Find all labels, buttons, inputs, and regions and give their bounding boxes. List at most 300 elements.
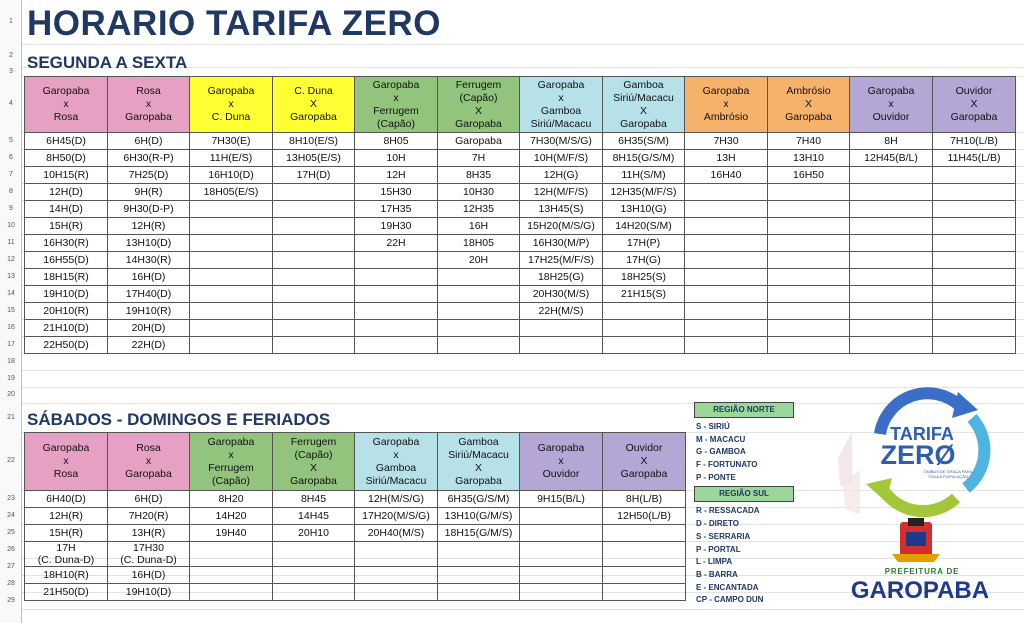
departure-time-cell <box>850 303 933 320</box>
row-number: 7 <box>9 170 13 178</box>
departure-time-cell: 10H <box>355 150 438 167</box>
route-header: Rosa x Garopaba <box>108 433 190 491</box>
gridline <box>22 44 1024 45</box>
departure-time-cell: 18H10(R) <box>25 567 108 584</box>
route-header: Garopaba x Ferrugem (Capão) <box>355 77 438 133</box>
departure-time-cell: 18H25(S) <box>603 269 685 286</box>
departure-time-cell <box>850 184 933 201</box>
departure-time-cell: 12H(D) <box>25 184 108 201</box>
departure-time-cell <box>850 218 933 235</box>
route-header: Garopaba x Ferrugem (Capão) <box>190 433 273 491</box>
departure-time-cell <box>520 567 603 584</box>
departure-time-cell: 6H(D) <box>108 491 190 508</box>
departure-time-cell: 17H35 <box>355 201 438 218</box>
row-number: 23 <box>7 494 15 502</box>
departure-time-cell <box>768 303 850 320</box>
south-region-title: REGIÃO SUL <box>694 486 794 502</box>
departure-time-cell: 13H10(D) <box>108 235 190 252</box>
route-header: Garopaba x C. Duna <box>190 77 273 133</box>
row-number: 15 <box>7 306 15 314</box>
schedule-row <box>25 320 1016 337</box>
departure-time-cell <box>768 286 850 303</box>
departure-time-cell <box>355 303 438 320</box>
departure-time-cell: 17H40(D) <box>108 286 190 303</box>
departure-time-cell: 11H45(L/B) <box>933 150 1016 167</box>
departure-time-cell <box>273 252 355 269</box>
schedule-row <box>25 584 686 601</box>
south-region-item: P - PORTAL <box>696 544 741 554</box>
row-number: 20 <box>7 391 15 398</box>
departure-time-cell: 6H40(D) <box>25 491 108 508</box>
departure-time-cell: 15H30 <box>355 184 438 201</box>
departure-time-cell: 16H50 <box>768 167 850 184</box>
row-number: 18 <box>7 357 15 365</box>
north-region-title: REGIÃO NORTE <box>694 402 794 418</box>
departure-time-cell <box>768 201 850 218</box>
departure-time-cell: 20H10(R) <box>25 303 108 320</box>
route-header: Ferrugem (Capão) X Garopaba <box>273 433 355 491</box>
schedule-row <box>25 201 1016 218</box>
departure-time-cell: 8H(L/B) <box>603 491 686 508</box>
departure-time-cell: 18H15(R) <box>25 269 108 286</box>
departure-time-cell <box>190 201 273 218</box>
departure-time-cell: 7H30 <box>685 133 768 150</box>
departure-time-cell <box>190 303 273 320</box>
departure-time-cell <box>850 269 933 286</box>
departure-time-cell: 18H15(G/M/S) <box>438 525 520 542</box>
departure-time-cell: 20H <box>438 252 520 269</box>
departure-time-cell <box>438 567 520 584</box>
departure-time-cell <box>933 235 1016 252</box>
departure-time-cell: 12H35 <box>438 201 520 218</box>
schedule-row <box>25 218 1016 235</box>
departure-time-cell <box>685 337 768 354</box>
departure-time-cell: 12H(R) <box>25 508 108 525</box>
logo-slogan-1: ÔNIBUS DE GRAÇA PARA <box>923 469 973 474</box>
departure-time-cell <box>520 337 603 354</box>
departure-time-cell <box>933 269 1016 286</box>
row-number: 11 <box>7 238 15 246</box>
departure-time-cell: 18H05(E/S) <box>190 184 273 201</box>
departure-time-cell: 9H(R) <box>108 184 190 201</box>
departure-time-cell <box>933 286 1016 303</box>
departure-time-cell: 6H30(R-P) <box>108 150 190 167</box>
row-number: 8 <box>9 187 13 195</box>
north-region-item: G - GAMBOA <box>696 447 746 457</box>
departure-time-cell: 7H20(R) <box>108 508 190 525</box>
departure-time-cell: 19H10(D) <box>108 584 190 601</box>
departure-time-cell: 11H(E/S) <box>190 150 273 167</box>
route-header: Ouvidor X Garopaba <box>603 433 686 491</box>
departure-time-cell <box>438 286 520 303</box>
departure-time-cell <box>768 252 850 269</box>
departure-time-cell: 12H50(L/B) <box>603 508 686 525</box>
south-region-item: R - RESSACADA <box>696 506 760 516</box>
route-header: Gamboa Siriú/Macacu X Garopaba <box>438 433 520 491</box>
schedule-row <box>25 252 1016 269</box>
departure-time-cell <box>603 320 685 337</box>
south-region-item: CP - CAMPO DUN <box>696 595 764 605</box>
departure-time-cell: 14H(D) <box>25 201 108 218</box>
departure-time-cell: 7H30(E) <box>190 133 273 150</box>
departure-time-cell <box>355 567 438 584</box>
departure-time-cell <box>438 584 520 601</box>
departure-time-cell: 14H30(R) <box>108 252 190 269</box>
row-number: 2 <box>9 51 13 59</box>
row-number: 27 <box>7 562 15 570</box>
departure-time-cell: 22H(D) <box>108 337 190 354</box>
departure-time-cell <box>685 286 768 303</box>
departure-time-cell <box>520 542 603 567</box>
region-legend <box>694 402 798 607</box>
schedule-row <box>25 567 686 584</box>
departure-time-cell: 16H30(R) <box>25 235 108 252</box>
departure-time-cell: 11H(S/M) <box>603 167 685 184</box>
departure-time-cell: 8H20 <box>190 491 273 508</box>
departure-time-cell: 15H20(M/S/G) <box>520 218 603 235</box>
departure-time-cell <box>685 269 768 286</box>
departure-time-cell <box>768 337 850 354</box>
departure-time-cell: 20H(D) <box>108 320 190 337</box>
departure-time-cell: 16H55(D) <box>25 252 108 269</box>
row-number: 5 <box>9 136 13 144</box>
row-number: 14 <box>7 289 15 297</box>
row-number: 22 <box>7 457 15 464</box>
schedule-row <box>25 150 1016 167</box>
departure-time-cell <box>273 218 355 235</box>
departure-time-cell: 14H20(S/M) <box>603 218 685 235</box>
departure-time-cell <box>850 235 933 252</box>
row-number-gutter <box>0 0 22 623</box>
departure-time-cell: 14H45 <box>273 508 355 525</box>
departure-time-cell: 12H(M/F/S) <box>520 184 603 201</box>
departure-time-cell: 17H(P) <box>603 235 685 252</box>
departure-time-cell: 12H35(M/F/S) <box>603 184 685 201</box>
departure-time-cell <box>273 567 355 584</box>
logo-brand-bottom: ZERØ <box>880 440 956 470</box>
departure-time-cell <box>933 303 1016 320</box>
departure-time-cell <box>273 337 355 354</box>
departure-time-cell: 19H10(R) <box>108 303 190 320</box>
route-header: Ambrósio X Garopaba <box>768 77 850 133</box>
departure-time-cell <box>685 303 768 320</box>
departure-time-cell <box>850 167 933 184</box>
departure-time-cell: 7H10(L/B) <box>933 133 1016 150</box>
logo-brand-top: TARIFA <box>890 424 954 444</box>
row-number: 6 <box>9 153 13 161</box>
weekend-schedule-table <box>24 432 686 601</box>
departure-time-cell: 19H40 <box>190 525 273 542</box>
departure-time-cell <box>768 320 850 337</box>
departure-time-cell: 20H30(M/S) <box>520 286 603 303</box>
schedule-row <box>25 167 1016 184</box>
south-region-list <box>694 505 798 607</box>
departure-time-cell <box>355 542 438 567</box>
departure-time-cell <box>850 252 933 269</box>
logo-graphic <box>830 382 1020 608</box>
page-title: HORARIO TARIFA ZERO <box>27 4 441 43</box>
departure-time-cell <box>520 320 603 337</box>
departure-time-cell: 9H30(D-P) <box>108 201 190 218</box>
route-header: Garopaba x Ambrósio <box>685 77 768 133</box>
departure-time-cell: 19H10(D) <box>25 286 108 303</box>
departure-time-cell <box>933 167 1016 184</box>
row-number: 17 <box>7 340 15 348</box>
departure-time-cell <box>190 286 273 303</box>
north-region-list <box>694 421 798 484</box>
departure-time-cell <box>273 320 355 337</box>
route-header: Ouvidor X Garopaba <box>933 77 1016 133</box>
departure-time-cell: 18H05 <box>438 235 520 252</box>
departure-time-cell <box>933 252 1016 269</box>
departure-time-cell: 8H <box>850 133 933 150</box>
schedule-row <box>25 235 1016 252</box>
departure-time-cell <box>190 542 273 567</box>
departure-time-cell <box>273 269 355 286</box>
departure-time-cell: 7H25(D) <box>108 167 190 184</box>
departure-time-cell <box>273 584 355 601</box>
departure-time-cell: 8H45 <box>273 491 355 508</box>
route-header: Garopaba x Gamboa Siriú/Macacu <box>520 77 603 133</box>
departure-time-cell <box>768 218 850 235</box>
departure-time-cell: 17H(D) <box>273 167 355 184</box>
departure-time-cell: 7H40 <box>768 133 850 150</box>
schedule-row <box>25 269 1016 286</box>
north-region-item: P - PONTE <box>696 472 736 482</box>
route-header: C. Duna X Garopaba <box>273 77 355 133</box>
departure-time-cell <box>850 337 933 354</box>
departure-time-cell: 6H35(S/M) <box>603 133 685 150</box>
gridline <box>22 370 1024 371</box>
schedule-row <box>25 542 686 567</box>
schedule-row <box>25 508 686 525</box>
departure-time-cell: 12H <box>355 167 438 184</box>
departure-time-cell <box>273 235 355 252</box>
row-number: 19 <box>7 374 15 382</box>
departure-time-cell: 13H(R) <box>108 525 190 542</box>
departure-time-cell <box>685 218 768 235</box>
departure-time-cell: 21H10(D) <box>25 320 108 337</box>
logo-city-prefix: PREFEITURA DE <box>884 567 960 576</box>
departure-time-cell: 22H50(D) <box>25 337 108 354</box>
departure-time-cell <box>603 337 685 354</box>
row-number: 1 <box>9 18 13 25</box>
row-number: 10 <box>7 221 15 229</box>
departure-time-cell <box>850 286 933 303</box>
departure-time-cell: 20H40(M/S) <box>355 525 438 542</box>
gridline <box>22 609 1024 610</box>
departure-time-cell: Garopaba <box>438 133 520 150</box>
north-region-item: S - SIRIÚ <box>696 422 730 431</box>
departure-time-cell <box>520 525 603 542</box>
departure-time-cell <box>603 303 685 320</box>
south-region-item: E - ENCANTADA <box>696 582 759 592</box>
departure-time-cell <box>685 184 768 201</box>
departure-time-cell <box>190 252 273 269</box>
departure-time-cell <box>603 567 686 584</box>
departure-time-cell: 13H05(E/S) <box>273 150 355 167</box>
departure-time-cell: 8H35 <box>438 167 520 184</box>
schedule-row <box>25 303 1016 320</box>
departure-time-cell: 8H15(G/S/M) <box>603 150 685 167</box>
departure-time-cell: 15H(R) <box>25 525 108 542</box>
departure-time-cell: 12H(G) <box>520 167 603 184</box>
departure-time-cell: 6H45(D) <box>25 133 108 150</box>
departure-time-cell <box>685 201 768 218</box>
departure-time-cell: 17H (C. Duna-D) <box>25 542 108 567</box>
departure-time-cell <box>355 252 438 269</box>
departure-time-cell: 12H(R) <box>108 218 190 235</box>
departure-time-cell <box>850 201 933 218</box>
departure-time-cell: 10H(M/F/S) <box>520 150 603 167</box>
departure-time-cell: 7H30(M/S/G) <box>520 133 603 150</box>
departure-time-cell <box>933 184 1016 201</box>
departure-time-cell: 16H30(M/P) <box>520 235 603 252</box>
departure-time-cell: 6H35(G/S/M) <box>438 491 520 508</box>
route-header: Gamboa Siriú/Macacu X Garopaba <box>603 77 685 133</box>
departure-time-cell <box>603 542 686 567</box>
row-number: 28 <box>7 579 15 587</box>
departure-time-cell <box>190 269 273 286</box>
departure-time-cell <box>768 184 850 201</box>
weekday-subtitle: SEGUNDA A SEXTA <box>27 53 188 72</box>
departure-time-cell: 14H20 <box>190 508 273 525</box>
departure-time-cell <box>190 567 273 584</box>
departure-time-cell: 13H <box>685 150 768 167</box>
departure-time-cell: 16H40 <box>685 167 768 184</box>
route-header: Ferrugem (Capão) X Garopaba <box>438 77 520 133</box>
coat-of-arms-icon <box>892 518 940 562</box>
row-number: 16 <box>7 323 15 331</box>
row-number: 13 <box>7 272 15 280</box>
schedule-row <box>25 525 686 542</box>
weekday-schedule-table <box>24 76 1016 354</box>
departure-time-cell: 13H10(G/M/S) <box>438 508 520 525</box>
departure-time-cell: 17H20(M/S/G) <box>355 508 438 525</box>
departure-time-cell: 16H(D) <box>108 567 190 584</box>
departure-time-cell <box>933 337 1016 354</box>
tarifa-zero-logo <box>830 382 1020 608</box>
weekend-subtitle: SÁBADOS - DOMINGOS E FERIADOS <box>27 410 331 429</box>
departure-time-cell <box>190 584 273 601</box>
departure-time-cell <box>933 218 1016 235</box>
row-number: 26 <box>7 545 15 553</box>
departure-time-cell: 13H10(G) <box>603 201 685 218</box>
departure-time-cell: 21H50(D) <box>25 584 108 601</box>
departure-time-cell <box>520 508 603 525</box>
departure-time-cell <box>273 286 355 303</box>
row-number: 12 <box>7 255 15 263</box>
north-region-item: M - MACACU <box>696 434 746 444</box>
departure-time-cell: 16H10(D) <box>190 167 273 184</box>
departure-time-cell: 21H15(S) <box>603 286 685 303</box>
row-number: 4 <box>9 100 13 107</box>
departure-time-cell: 16H <box>438 218 520 235</box>
row-number: 3 <box>9 67 13 75</box>
departure-time-cell <box>190 337 273 354</box>
row-number: 24 <box>7 511 15 519</box>
route-header: Garopaba x Gamboa Siriú/Macacu <box>355 433 438 491</box>
row-number: 21 <box>7 413 15 421</box>
route-header: Rosa x Garopaba <box>108 77 190 133</box>
schedule-row <box>25 133 1016 150</box>
departure-time-cell: 13H45(S) <box>520 201 603 218</box>
departure-time-cell <box>685 235 768 252</box>
logo-slogan-2: TODA A POPULAÇÃO <box>927 474 969 479</box>
departure-time-cell: 15H(R) <box>25 218 108 235</box>
departure-time-cell <box>355 269 438 286</box>
departure-time-cell: 6H(D) <box>108 133 190 150</box>
departure-time-cell <box>438 303 520 320</box>
departure-time-cell: 8H50(D) <box>25 150 108 167</box>
departure-time-cell <box>273 542 355 567</box>
route-header: Garopaba x Ouvidor <box>850 77 933 133</box>
departure-time-cell <box>685 252 768 269</box>
departure-time-cell <box>273 184 355 201</box>
south-region-item: B - BARRA <box>696 569 738 579</box>
north-region-item: F - FORTUNATO <box>696 460 758 470</box>
departure-time-cell <box>438 320 520 337</box>
schedule-row <box>25 491 686 508</box>
departure-time-cell: 7H <box>438 150 520 167</box>
departure-time-cell <box>273 201 355 218</box>
departure-time-cell <box>520 584 603 601</box>
route-header: Garopaba x Ouvidor <box>520 433 603 491</box>
departure-time-cell: 12H(M/S/G) <box>355 491 438 508</box>
south-region-item: S - SERRARIA <box>696 531 751 541</box>
departure-time-cell <box>603 584 686 601</box>
schedule-row <box>25 286 1016 303</box>
row-number: 9 <box>9 204 13 212</box>
south-region-item: L - LIMPA <box>696 557 733 567</box>
departure-time-cell <box>190 235 273 252</box>
departure-time-cell <box>355 337 438 354</box>
south-region-item: D - DIRETO <box>696 519 739 529</box>
departure-time-cell: 22H(M/S) <box>520 303 603 320</box>
departure-time-cell <box>685 320 768 337</box>
departure-time-cell: 10H30 <box>438 184 520 201</box>
route-header: Garopaba x Rosa <box>25 433 108 491</box>
departure-time-cell: 18H25(G) <box>520 269 603 286</box>
departure-time-cell: 17H(G) <box>603 252 685 269</box>
schedule-row <box>25 337 1016 354</box>
row-number: 29 <box>7 596 15 604</box>
route-header: Garopaba x Rosa <box>25 77 108 133</box>
departure-time-cell <box>438 542 520 567</box>
departure-time-cell <box>438 337 520 354</box>
departure-time-cell: 20H10 <box>273 525 355 542</box>
departure-time-cell: 10H15(R) <box>25 167 108 184</box>
departure-time-cell: 9H15(B/L) <box>520 491 603 508</box>
row-number: 25 <box>7 528 15 536</box>
departure-time-cell: 19H30 <box>355 218 438 235</box>
departure-time-cell: 8H05 <box>355 133 438 150</box>
departure-time-cell <box>190 218 273 235</box>
departure-time-cell <box>355 286 438 303</box>
departure-time-cell <box>355 584 438 601</box>
departure-time-cell: 16H(D) <box>108 269 190 286</box>
departure-time-cell <box>933 201 1016 218</box>
schedule-row <box>25 184 1016 201</box>
departure-time-cell <box>850 320 933 337</box>
departure-time-cell <box>273 303 355 320</box>
departure-time-cell <box>355 320 438 337</box>
departure-time-cell: 22H <box>355 235 438 252</box>
departure-time-cell <box>768 269 850 286</box>
departure-time-cell <box>933 320 1016 337</box>
departure-time-cell <box>768 235 850 252</box>
departure-time-cell: 12H45(B/L) <box>850 150 933 167</box>
